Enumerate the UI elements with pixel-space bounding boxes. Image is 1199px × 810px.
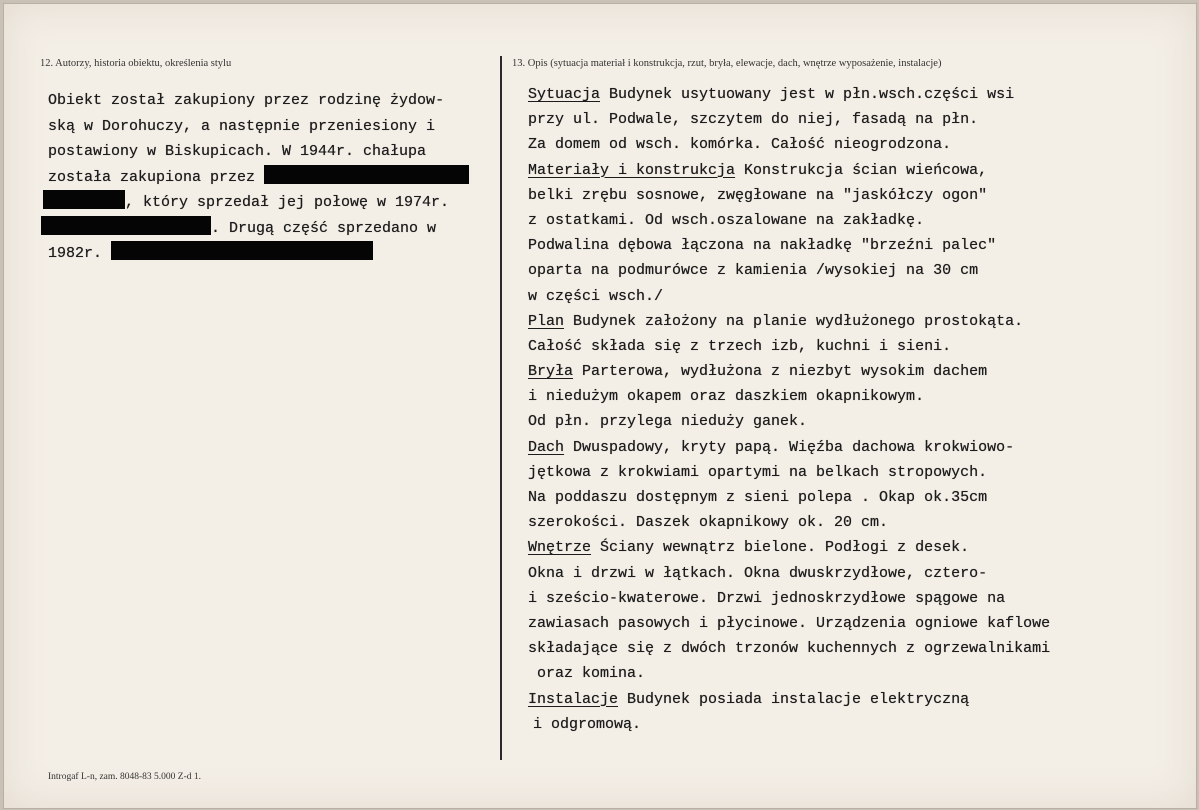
text-line: zawiasach pasowych i płycinowe. Urządzenia ogniowe kaflowe: [528, 614, 1051, 632]
text-line: Od płn. przylega nieduży ganek.: [528, 413, 808, 431]
description-line: [528, 334, 1050, 359]
sytuacja-label: Sytuacja: [528, 86, 601, 103]
text-line: przy ul. Podwale, szczytem do niej, fasadą na płn.: [528, 111, 979, 129]
text-line: , który sprzedał jej połowę w 1974r.: [125, 194, 450, 211]
bryla-label: Bryła: [528, 363, 574, 381]
text-line: Na poddaszu dostępnym z sieni polepa . Okap ok.35cm: [528, 489, 988, 506]
description-line: [528, 586, 1050, 611]
text-line: Za domem od wsch. komórka. Całość nieogrodzona.: [528, 136, 952, 154]
column-divider: [500, 56, 502, 760]
description-line: [528, 107, 1050, 132]
text-line: Parterowa, wydłużona z niezbyt wysokim dachem: [573, 363, 988, 381]
plan-label: Plan: [528, 312, 565, 330]
text-line: Ściany wewnątrz bielone. Podłogi z desek.: [591, 539, 970, 557]
text-line: i niedużym okapem oraz daszkiem okapnikowym.: [528, 388, 925, 406]
text-line: Konstrukcja ścian wieńcowa,: [735, 161, 988, 179]
text-line: z ostatkami. Od wsch.oszalowane na zakładkę.: [528, 211, 925, 229]
redaction-bar: [43, 190, 125, 209]
text-line: Całość składa się z trzech izb, kuchni i sieni.: [528, 337, 952, 355]
description-line: [528, 132, 1050, 157]
history-line: [48, 88, 469, 114]
text-line: Dwuspadowy, kryty papą. Więźba dachowa krokwiowo-: [564, 438, 1015, 456]
text-line: 1982r.: [48, 245, 103, 262]
redaction-bar: [41, 216, 211, 235]
history-line: [48, 241, 469, 267]
description-line: [528, 611, 1050, 636]
redaction-bar: [264, 165, 469, 184]
description-text: [528, 82, 1050, 737]
description-line: [528, 384, 1050, 409]
description-line: [528, 485, 1050, 510]
history-line: [48, 190, 469, 216]
description-line: [528, 712, 1050, 737]
text-line: szerokości. Daszek okapnikowy ok. 20 cm.: [528, 514, 889, 532]
text-line: Budynek założony na planie wydłużonego prostokąta.: [564, 312, 1024, 330]
description-line: [528, 460, 1050, 485]
text-line: w części wsch./: [528, 287, 664, 305]
wnetrze-label: Wnętrze: [528, 539, 592, 557]
text-line: belki zrębu sosnowe, zwęgłowane na "jaskółczy ogon": [528, 186, 988, 204]
text-line: postawiony w Biskupicach. W 1944r. chałupa: [48, 143, 427, 160]
description-line: [528, 661, 1050, 686]
materialy-label: Materiały i konstrukcja: [528, 161, 736, 179]
description-line: [528, 158, 1050, 183]
text-line: Budynek posiada instalacje elektryczną: [618, 690, 970, 708]
description-line: [528, 561, 1050, 586]
description-line: [528, 409, 1050, 434]
description-line: [528, 435, 1050, 460]
description-line: [528, 510, 1050, 535]
section-13-header: 13. Opis (sytuacja materiał i konstrukcja, rzut, bryła, elewacje, dach, wnętrze wyposażenie, instalacje): [512, 58, 942, 69]
description-line: [528, 82, 1050, 107]
section-12-header: 12. Autorzy, historia obiektu, określenia stylu: [40, 58, 232, 69]
text-line: ską w Dorohuczy, a następnie przeniesiony i: [48, 117, 436, 135]
redaction-bar: [111, 241, 373, 260]
text-line: Budynek usytuowany jest w płn.wsch.części wsi: [600, 86, 1015, 103]
history-line: [48, 114, 469, 140]
description-line: [528, 208, 1050, 233]
description-line: [528, 183, 1050, 208]
instalacje-label: Instalacje: [528, 690, 619, 708]
printer-imprint: Introgaf L-n, zam. 8048-83 5.000 Z-d 1.: [48, 772, 202, 782]
text-line: została zakupiona przez: [48, 168, 256, 186]
dach-label: Dach: [528, 438, 565, 456]
history-line: [48, 216, 469, 242]
text-line: . Drugą część sprzedano w: [211, 219, 437, 237]
description-line: [528, 636, 1050, 661]
text-line: oraz komina.: [537, 665, 646, 683]
history-line: [48, 165, 469, 191]
description-line: [528, 284, 1050, 309]
description-line: [528, 233, 1050, 258]
text-line: składające się z dwóch trzonów kuchennych z ogrzewalnikami: [528, 640, 1051, 658]
text-line: oparta na podmurówce z kamienia /wysokiej na 30 cm: [528, 262, 979, 280]
text-line: i odgromową.: [533, 715, 642, 733]
text-line: Podwalina dębowa łączona na nakładkę "brzeźni palec": [528, 237, 997, 255]
text-line: Okna i drzwi w łątkach. Okna dwuskrzydłowe, cztero-: [528, 564, 988, 582]
text-line: jętkowa z krokwiami opartymi na belkach stropowych.: [528, 463, 988, 481]
description-line: [528, 359, 1050, 384]
text-line: i sześcio-kwaterowe. Drzwi jednoskrzydłowe spągowe na: [528, 589, 1006, 607]
history-line: [48, 139, 469, 165]
description-line: [528, 535, 1050, 560]
text-line: Obiekt został zakupiony przez rodzinę żydow-: [48, 92, 445, 109]
description-line: [528, 258, 1050, 283]
document-page: [3, 3, 1197, 809]
description-line: [528, 309, 1050, 334]
description-line: [528, 687, 1050, 712]
history-text: [48, 88, 469, 267]
